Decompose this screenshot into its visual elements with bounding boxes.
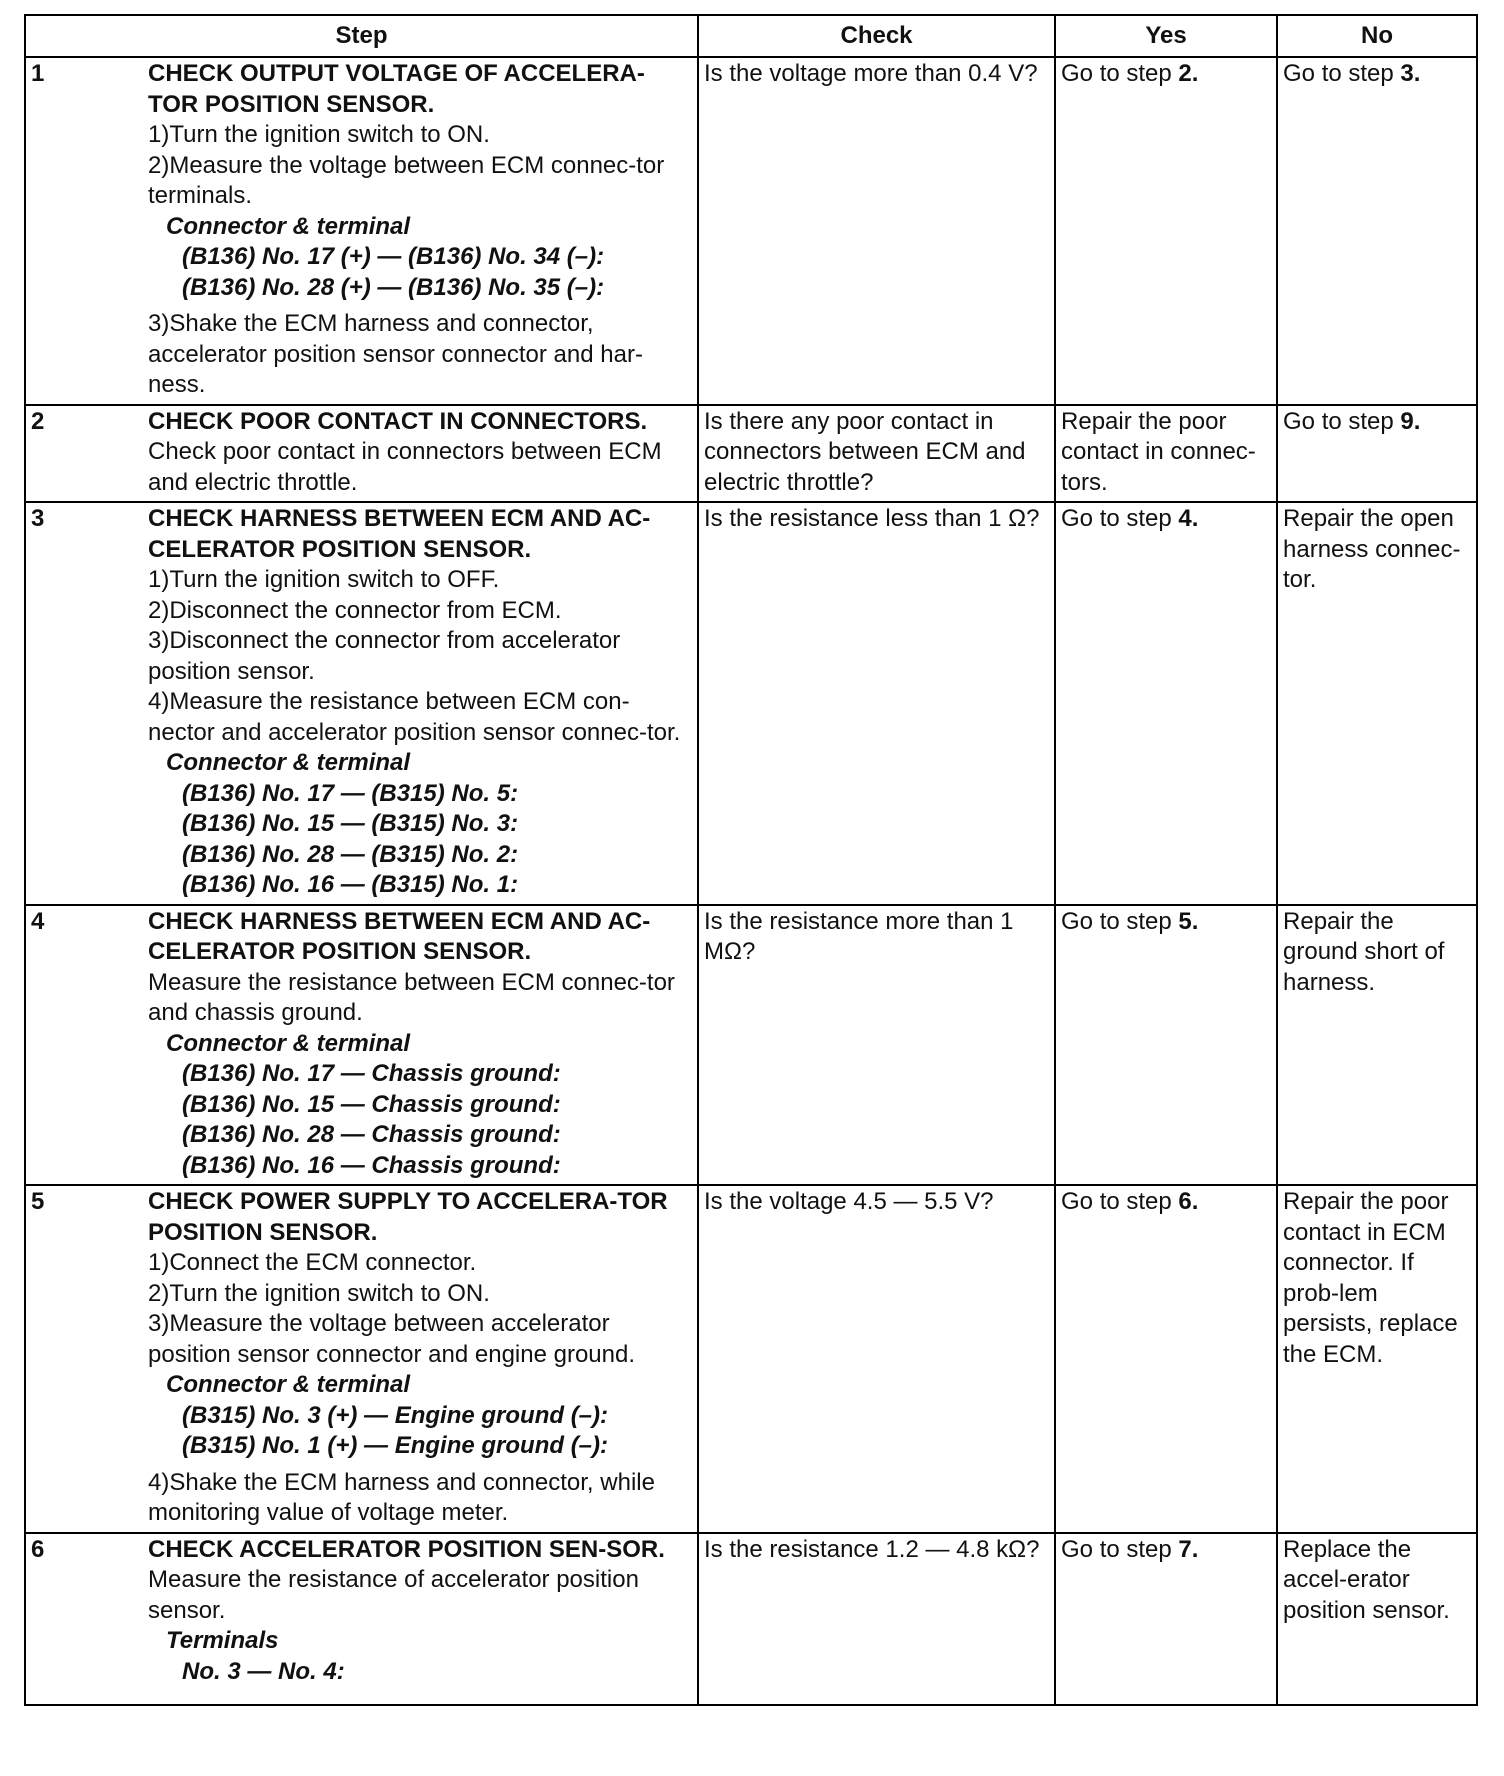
- no-action: [1277, 405, 1477, 503]
- step-procedure: [143, 57, 698, 405]
- yes-action: [1055, 57, 1277, 405]
- no-text: Repair the open harness connec-tor.: [1283, 505, 1461, 593]
- procedure-line: 4)Measure the resistance between ECM con-nector and accelerator position sensor connec-tor.: [148, 688, 681, 746]
- check-question: Is the resistance more than 1 MΩ?: [698, 905, 1055, 1186]
- step-title: CHECK POWER SUPPLY TO ACCELERA-TOR POSITION SENSOR.: [148, 1188, 668, 1246]
- connector-terminal-item: (B136) No. 16 — Chassis ground:: [182, 1151, 561, 1179]
- table-row: [25, 905, 1477, 1186]
- table-row: [25, 502, 1477, 905]
- connector-terminal-label: Connector & terminal: [166, 1371, 411, 1398]
- step-number: 2: [25, 405, 143, 503]
- connector-terminal-item: (B315) No. 1 (+) — Engine ground (–):: [182, 1432, 609, 1459]
- procedure-line: 3)Shake the ECM harness and connector, accelerator position sensor connector and har-ness.: [148, 310, 643, 398]
- yes-text: Go to step: [1061, 60, 1179, 87]
- step-title: CHECK HARNESS BETWEEN ECM AND AC-CELERATOR POSITION SENSOR.: [148, 505, 651, 563]
- procedure-line: Measure the resistance between ECM connec-tor and chassis ground.: [148, 968, 675, 1026]
- check-question: Is the voltage 4.5 — 5.5 V?: [698, 1185, 1055, 1533]
- check-question: Is the voltage more than 0.4 V?: [698, 57, 1055, 405]
- step-number: 1: [25, 57, 143, 405]
- procedure-line: 2)Disconnect the connector from ECM.: [148, 596, 562, 624]
- yes-step-ref: 2.: [1178, 60, 1199, 87]
- step-title: CHECK POOR CONTACT IN CONNECTORS.: [148, 407, 648, 435]
- procedure-line: 1)Turn the ignition switch to ON.: [148, 121, 490, 148]
- table-row: [25, 1185, 1477, 1533]
- step-procedure: [143, 502, 698, 905]
- yes-text: Go to step: [1061, 1535, 1179, 1563]
- header-step: Step: [25, 15, 698, 57]
- procedure-line: Measure the resistance of accelerator position sensor.: [148, 1566, 639, 1624]
- no-step-ref: 3.: [1400, 60, 1421, 87]
- yes-text: Go to step: [1061, 1188, 1179, 1215]
- yes-action: [1055, 502, 1277, 905]
- connector-terminal-item: (B136) No. 17 — Chassis ground:: [182, 1060, 561, 1087]
- connector-terminal-label: Terminals: [166, 1627, 279, 1654]
- step-title: CHECK ACCELERATOR POSITION SEN-SOR.: [148, 1535, 665, 1563]
- step-number: 4: [25, 905, 143, 1186]
- table-row: [25, 1533, 1477, 1705]
- no-action: [1277, 57, 1477, 405]
- step-title: CHECK HARNESS BETWEEN ECM AND AC-CELERATOR POSITION SENSOR.: [148, 907, 651, 965]
- connector-terminal-item: (B136) No. 28 — (B315) No. 2:: [182, 840, 519, 868]
- connector-terminal-item: (B136) No. 15 — (B315) No. 3:: [182, 810, 519, 837]
- step-number: 6: [25, 1533, 143, 1705]
- no-action: [1277, 502, 1477, 905]
- procedure-line: 3)Measure the voltage between accelerator position sensor connector and engine ground.: [148, 1310, 636, 1368]
- procedure-line: 2)Measure the voltage between ECM connec-tor terminals.: [148, 151, 665, 209]
- connector-terminal-item: No. 3 — No. 4:: [182, 1657, 345, 1685]
- yes-step-ref: 5.: [1178, 907, 1199, 935]
- no-step-ref: 9.: [1400, 407, 1421, 435]
- header-row: [25, 15, 1477, 57]
- step-procedure: [143, 1185, 698, 1533]
- connector-terminal-item: (B136) No. 28 — Chassis ground:: [182, 1121, 561, 1148]
- yes-step-ref: 4.: [1178, 505, 1199, 532]
- connector-terminal-item: (B136) No. 17 (+) — (B136) No. 34 (–):: [182, 243, 605, 270]
- header-no: No: [1277, 15, 1477, 57]
- procedure-line: 1)Connect the ECM connector.: [148, 1249, 477, 1276]
- connector-terminal-label: Connector & terminal: [166, 749, 411, 776]
- yes-text: Go to step: [1061, 907, 1179, 935]
- table-row: [25, 405, 1477, 503]
- check-question: Is the resistance 1.2 — 4.8 kΩ?: [698, 1533, 1055, 1705]
- yes-step-ref: 7.: [1178, 1535, 1199, 1563]
- step-procedure: [143, 905, 698, 1186]
- connector-terminal-item: (B136) No. 17 — (B315) No. 5:: [182, 779, 519, 807]
- procedure-line: Check poor contact in connectors between ECM and electric throttle.: [148, 438, 662, 496]
- yes-text: Repair the poor contact in connec-tors.: [1061, 407, 1256, 496]
- yes-action: [1055, 905, 1277, 1186]
- no-text: Repair the poor contact in ECM connector. If prob-lem persists, replace the ECM.: [1283, 1188, 1458, 1368]
- step-procedure: [143, 405, 698, 503]
- procedure-line: 3)Disconnect the connector from accelerator position sensor.: [148, 627, 621, 685]
- yes-step-ref: 6.: [1178, 1188, 1199, 1215]
- diagnostic-table: [24, 14, 1478, 1706]
- step-number: 3: [25, 502, 143, 905]
- yes-action: [1055, 1533, 1277, 1705]
- procedure-line: 4)Shake the ECM harness and connector, while monitoring value of voltage meter.: [148, 1468, 655, 1526]
- no-text: Repair the ground short of harness.: [1283, 907, 1445, 996]
- connector-terminal-item: (B136) No. 28 (+) — (B136) No. 35 (–):: [182, 273, 605, 301]
- check-question: Is the resistance less than 1 Ω?: [698, 502, 1055, 905]
- no-text: Replace the accel-erator position sensor.: [1283, 1535, 1450, 1624]
- yes-action: [1055, 1185, 1277, 1533]
- no-action: [1277, 1533, 1477, 1705]
- step-procedure: [143, 1533, 698, 1705]
- no-text: Go to step: [1283, 407, 1401, 435]
- yes-action: [1055, 405, 1277, 503]
- header-check: Check: [698, 15, 1055, 57]
- procedure-line: 1)Turn the ignition switch to OFF.: [148, 566, 500, 593]
- connector-terminal-label: Connector & terminal: [166, 212, 411, 240]
- connector-terminal-label: Connector & terminal: [166, 1029, 411, 1057]
- table-row: [25, 57, 1477, 405]
- yes-text: Go to step: [1061, 505, 1179, 532]
- step-title: CHECK OUTPUT VOLTAGE OF ACCELERA-TOR POSITION SENSOR.: [148, 60, 645, 118]
- procedure-line: 2)Turn the ignition switch to ON.: [148, 1279, 490, 1307]
- header-yes: Yes: [1055, 15, 1277, 57]
- connector-terminal-item: (B136) No. 16 — (B315) No. 1:: [182, 871, 519, 898]
- no-action: [1277, 905, 1477, 1186]
- no-text: Go to step: [1283, 60, 1401, 87]
- no-action: [1277, 1185, 1477, 1533]
- step-number: 5: [25, 1185, 143, 1533]
- connector-terminal-item: (B136) No. 15 — Chassis ground:: [182, 1090, 561, 1118]
- connector-terminal-item: (B315) No. 3 (+) — Engine ground (–):: [182, 1401, 609, 1429]
- check-question: Is there any poor contact in connectors between ECM and electric throttle?: [698, 405, 1055, 503]
